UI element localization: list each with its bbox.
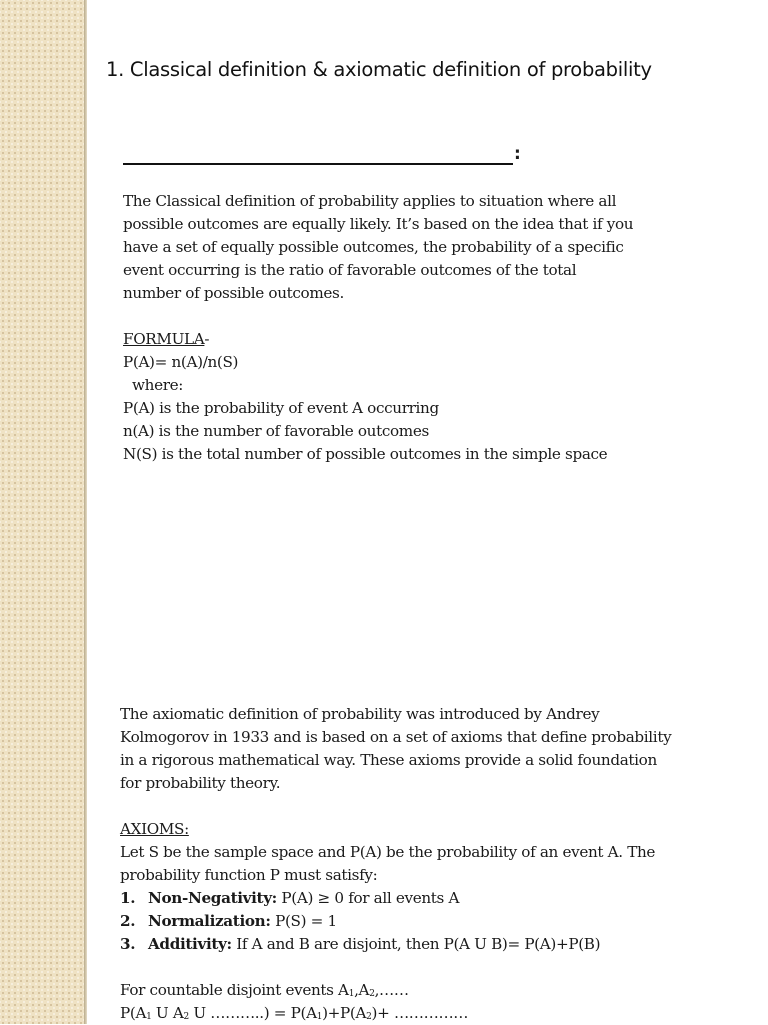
slide-title: 1. Classical definition & axiomatic definition of probability [106, 58, 652, 81]
axioms-heading: AXIOMS: [120, 820, 189, 838]
paragraph-line: have a set of equally possible outcomes, the probability of a specific [123, 238, 624, 256]
intro-line: Let S be the sample space and P(A) be the probability of an event A. The [120, 843, 656, 861]
axiom-name: Normalization: [148, 912, 271, 930]
decorative-side-strip [0, 0, 84, 1024]
axiom-number: 3. [120, 935, 136, 953]
formula-heading-line [123, 328, 633, 351]
classical-definition-section [123, 190, 633, 466]
axiom-number: 2. [120, 912, 136, 930]
formula-heading: FORMULA [123, 330, 205, 348]
fill-in-blank-line [123, 149, 513, 165]
formula-text: )+P(A [322, 1004, 367, 1022]
formula-text: )+ …………… [371, 1004, 469, 1022]
formula-text: P(A [120, 1004, 147, 1022]
blank-colon: : [514, 144, 521, 164]
axiom-number: 1. [120, 889, 136, 907]
subscript: 1 [146, 1012, 152, 1022]
axiom-item [120, 910, 671, 933]
axiomatic-definition-section [120, 703, 671, 1025]
axiom-name: Non-Negativity: [148, 889, 277, 907]
axiom-text: P(S) = 1 [270, 912, 337, 930]
axiom-text: If A and B are disjoint, then P(A U B)= P(A)+P(B) [231, 935, 601, 953]
spacer [120, 795, 671, 818]
paragraph-line: number of possible outcomes. [123, 284, 344, 302]
subscript: 2 [369, 989, 375, 999]
axiom-text: P(A) ≥ 0 for all events A [276, 889, 460, 907]
axiom-item [120, 933, 671, 956]
formula-dash: - [204, 330, 210, 348]
formula-text: U A [151, 1004, 184, 1022]
subscript: 2 [366, 1012, 372, 1022]
subscript: 2 [183, 1012, 189, 1022]
spacer [120, 956, 671, 979]
paragraph-line: The Classical definition of probability applies to situation where all [123, 192, 617, 210]
axiom-item [120, 887, 671, 910]
paragraph-line: Kolmogorov in 1933 and is based on a set of axioms that define probability [120, 728, 672, 746]
countable-events-line [120, 979, 671, 1002]
countable-text: ,…… [374, 981, 409, 999]
axiom-name: Additivity: [148, 935, 232, 953]
definition-line: N(S) is the total number of possible outcomes in the simple space [123, 445, 608, 463]
paragraph-line: possible outcomes are equally likely. It’s based on the idea that if you [123, 215, 634, 233]
countable-text: For countable disjoint events A [120, 981, 349, 999]
formula: P(A)= n(A)/n(S) [123, 353, 239, 371]
side-strip-edge [84, 0, 87, 1024]
definition-line: P(A) is the probability of event A occurring [123, 399, 439, 417]
where-label: where: [132, 376, 184, 394]
union-formula-line [120, 1002, 671, 1025]
subscript: 1 [316, 1012, 323, 1022]
spacer [123, 305, 633, 328]
definition-line: n(A) is the number of favorable outcomes [123, 422, 429, 440]
paragraph-line: in a rigorous mathematical way. These axioms provide a solid foundation [120, 751, 657, 769]
countable-text: ,A [354, 981, 370, 999]
paragraph-line: event occurring is the ratio of favorable outcomes of the total [123, 261, 577, 279]
formula-text: U ………..) = P(A [188, 1004, 317, 1022]
intro-line: probability function P must satisfy: [120, 866, 378, 884]
paragraph-line: for probability theory. [120, 774, 281, 792]
paragraph-line: The axiomatic definition of probability was introduced by Andrey [120, 705, 600, 723]
subscript: 1 [348, 989, 355, 999]
